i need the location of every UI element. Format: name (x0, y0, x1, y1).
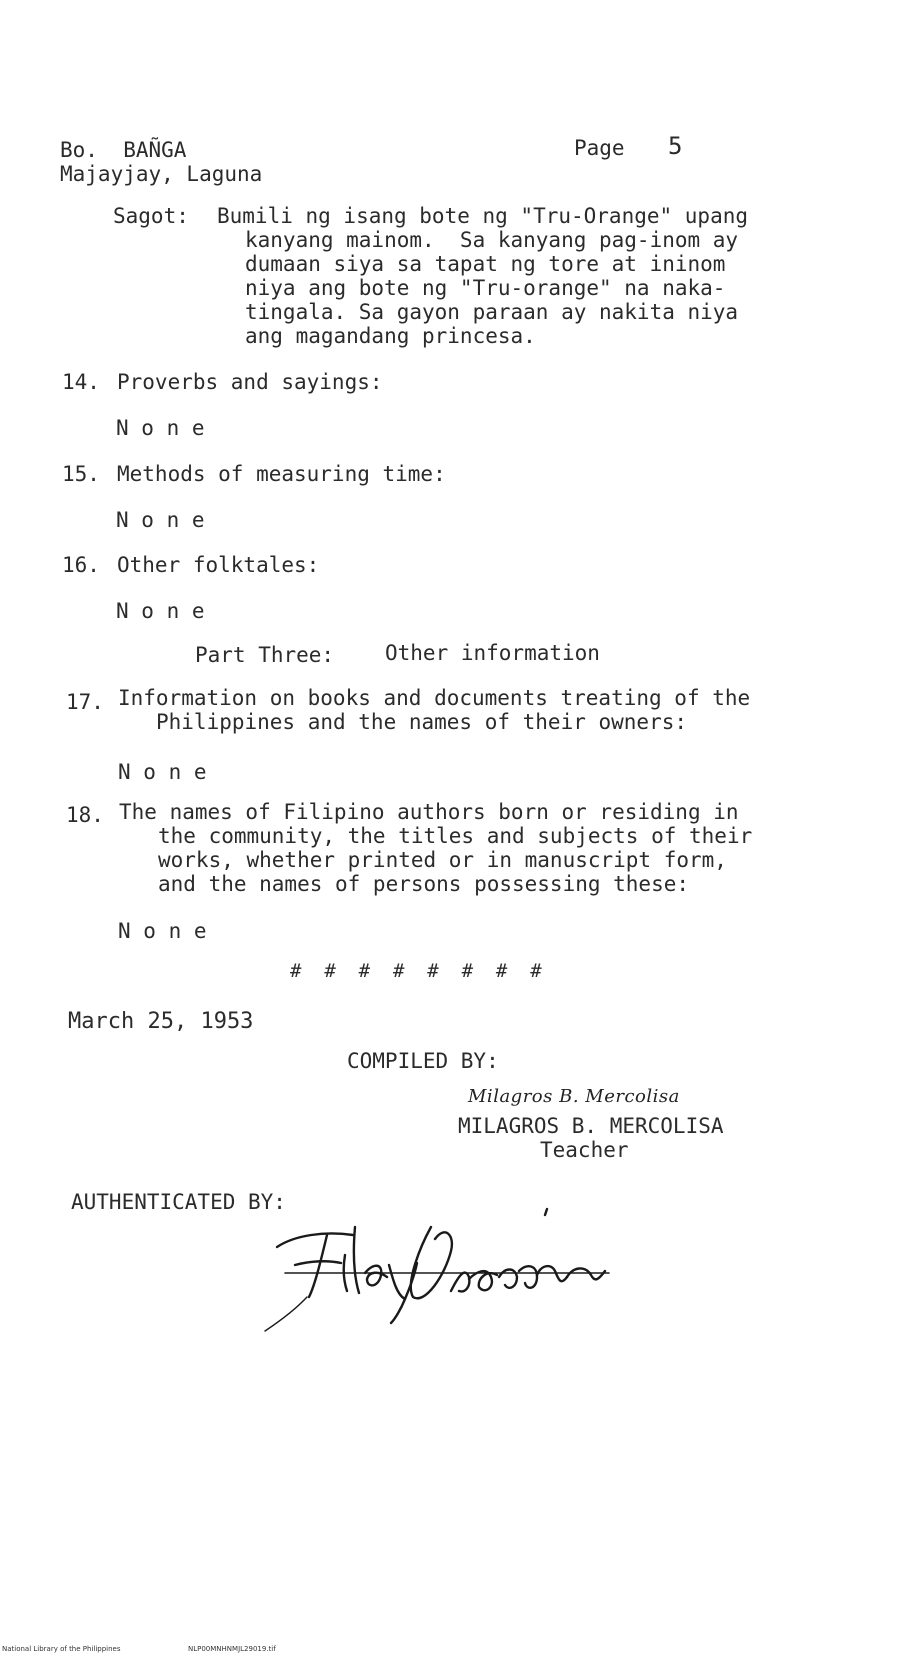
item-question: Information on books and documents treating of the (118, 686, 751, 710)
item-number: 17. (66, 690, 104, 714)
item-question: The names of Filipino authors born or residing in (119, 800, 739, 824)
barrio-name: Bo. BAÑGA (60, 138, 187, 162)
item-question: Methods of measuring time: (117, 462, 446, 486)
answer-line: dumaan siya sa tapat ng tore at ininom (245, 252, 726, 276)
page-number: 5 (668, 132, 683, 160)
hash-divider: # # # # # # # # (290, 960, 542, 982)
item-question: Proverbs and sayings: (117, 370, 383, 394)
compiler-name: MILAGROS B. MERCOLISA (458, 1114, 724, 1138)
item-question: works, whether printed or in manuscript form, (158, 848, 727, 872)
part-three-label: Part Three: (195, 643, 335, 667)
answer-line: kanyang mainom. Sa kanyang pag-inom ay (245, 228, 739, 252)
item-number: 14. (62, 370, 100, 394)
compiler-signature: Milagros B. Mercolisa (468, 1086, 680, 1107)
part-three-title: Other information (385, 641, 600, 665)
item-question: and the names of persons possessing these: (158, 872, 690, 896)
item-number: 16. (62, 553, 100, 577)
answer-line: Bumili ng isang bote ng "Tru-Orange" upang (217, 204, 749, 228)
item-answer: N o n e (116, 508, 205, 532)
authenticator-signature (255, 1205, 625, 1335)
authenticated-by-label: AUTHENTICATED BY: (71, 1190, 286, 1214)
item-question: the community, the titles and subjects of their (158, 824, 753, 848)
answer-line: niya ang bote ng "Tru-orange" na naka- (245, 276, 726, 300)
compiler-role: Teacher (540, 1138, 629, 1162)
answer-line: ang magandang princesa. (245, 324, 536, 348)
item-question: Other folktales: (117, 553, 320, 577)
page-label: Page (574, 136, 625, 160)
item-answer: N o n e (118, 760, 207, 784)
item-number: 15. (62, 462, 100, 486)
town-name: Majayjay, Laguna (60, 162, 263, 186)
answer-line: tingala. Sa gayon paraan ay nakita niya (245, 300, 739, 324)
item-answer: N o n e (116, 416, 205, 440)
item-answer: N o n e (118, 919, 207, 943)
item-number: 18. (66, 803, 104, 827)
answer-label: Sagot: (113, 204, 189, 228)
item-answer: N o n e (116, 599, 205, 623)
footer-filename: NLP00MNHNMJL29019.tif (188, 1645, 276, 1653)
document-date: March 25, 1953 (68, 1009, 254, 1034)
item-question: Philippines and the names of their owners: (156, 710, 688, 734)
compiled-by-label: COMPILED BY: (347, 1049, 499, 1073)
footer-library: National Library of the Philippines (2, 1645, 121, 1653)
